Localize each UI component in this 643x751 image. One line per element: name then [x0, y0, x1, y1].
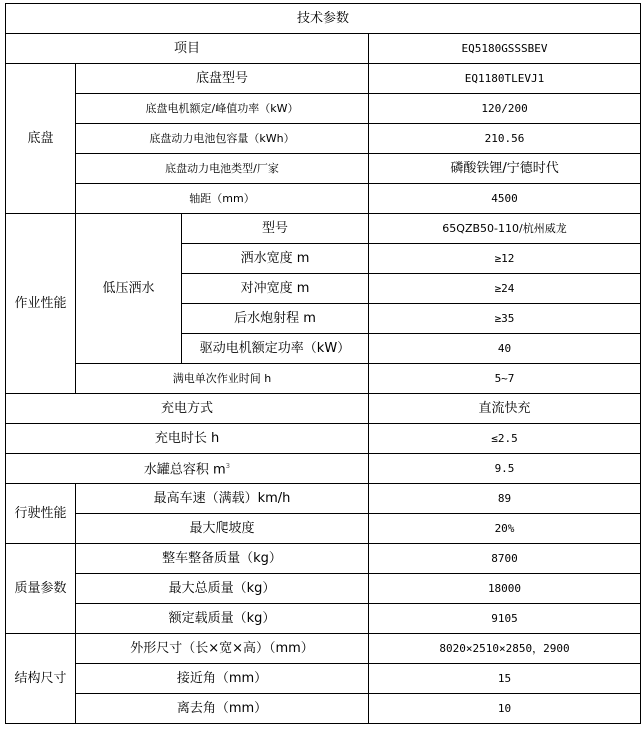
row-value: 18000: [369, 574, 641, 604]
header-item: 项目: [6, 34, 369, 64]
table-row: [6, 454, 641, 484]
table-row: [6, 484, 641, 514]
row-value: 磷酸铁锂/宁德时代: [369, 154, 641, 184]
table-row: [6, 604, 641, 634]
row-label: 最大总质量（kg）: [76, 574, 369, 604]
row-label: 整车整备质量（kg）: [76, 544, 369, 574]
row-value: 8020×2510×2850，2900: [369, 634, 641, 664]
row-value: 40: [369, 334, 641, 364]
row-value: ≥35: [369, 304, 641, 334]
row-label: 对冲宽度 m: [182, 274, 369, 304]
row-label: 轴距（mm）: [76, 184, 369, 214]
row-value: 210.56: [369, 124, 641, 154]
row-label: 充电方式: [6, 394, 369, 424]
header-model: EQ5180GSSSBEV: [369, 34, 641, 64]
group-chassis: 底盘: [6, 64, 76, 214]
table-row: [6, 64, 641, 94]
row-value: 9105: [369, 604, 641, 634]
row-value: 直流快充: [369, 394, 641, 424]
table-row: [6, 214, 641, 244]
row-value: ≥24: [369, 274, 641, 304]
row-value: ≥12: [369, 244, 641, 274]
table-row: [6, 154, 641, 184]
row-label: 外形尺寸（长×宽×高）（mm）: [76, 634, 369, 664]
table-row: [6, 544, 641, 574]
table-title: 技术参数: [6, 4, 641, 34]
row-value: 8700: [369, 544, 641, 574]
table-header-row: [6, 34, 641, 64]
table-title-row: [6, 4, 641, 34]
row-value: EQ1180TLEVJ1: [369, 64, 641, 94]
row-value: 20%: [369, 514, 641, 544]
row-label: 充电时长 h: [6, 424, 369, 454]
table-row: [6, 364, 641, 394]
group-operation: 作业性能: [6, 214, 76, 394]
row-label: 底盘动力电池类型/厂家: [76, 154, 369, 184]
row-value: 5~7: [369, 364, 641, 394]
group-driving: 行驶性能: [6, 484, 76, 544]
row-value: 4500: [369, 184, 641, 214]
table-row: [6, 124, 641, 154]
row-label: 最大爬坡度: [76, 514, 369, 544]
row-label: 底盘电机额定/峰值功率（kW）: [76, 94, 369, 124]
row-label: 接近角（mm）: [76, 664, 369, 694]
row-label: 洒水宽度 m: [182, 244, 369, 274]
row-value: 10: [369, 694, 641, 724]
row-label: 底盘动力电池包容量（kWh）: [76, 124, 369, 154]
row-value: 120/200: [369, 94, 641, 124]
row-value: 65QZB50-110/杭州威龙: [369, 214, 641, 244]
row-label: 底盘型号: [76, 64, 369, 94]
row-label: 离去角（mm）: [76, 694, 369, 724]
row-label: 后水炮射程 m: [182, 304, 369, 334]
row-value: 9.5: [369, 454, 641, 484]
table-row: [6, 634, 641, 664]
group-dimensions: 结构尺寸: [6, 634, 76, 724]
row-value: ≤2.5: [369, 424, 641, 454]
table-row: [6, 574, 641, 604]
table-row: [6, 184, 641, 214]
table-row: [6, 424, 641, 454]
row-label: 满电单次作业时间 h: [76, 364, 369, 394]
table-row: [6, 514, 641, 544]
subgroup-low-pressure-spray: 低压洒水: [76, 214, 182, 364]
row-label: 最高车速（满载）km/h: [76, 484, 369, 514]
row-value: 15: [369, 664, 641, 694]
table-row: [6, 394, 641, 424]
group-mass: 质量参数: [6, 544, 76, 634]
spec-table: [5, 3, 641, 724]
row-label: 驱动电机额定功率（kW）: [182, 334, 369, 364]
row-label: 额定载质量（kg）: [76, 604, 369, 634]
table-row: [6, 664, 641, 694]
table-row: [6, 94, 641, 124]
row-label: 型号: [182, 214, 369, 244]
row-value: 89: [369, 484, 641, 514]
table-row: [6, 694, 641, 724]
row-label: 水罐总容积 $m^3$: [6, 454, 369, 484]
